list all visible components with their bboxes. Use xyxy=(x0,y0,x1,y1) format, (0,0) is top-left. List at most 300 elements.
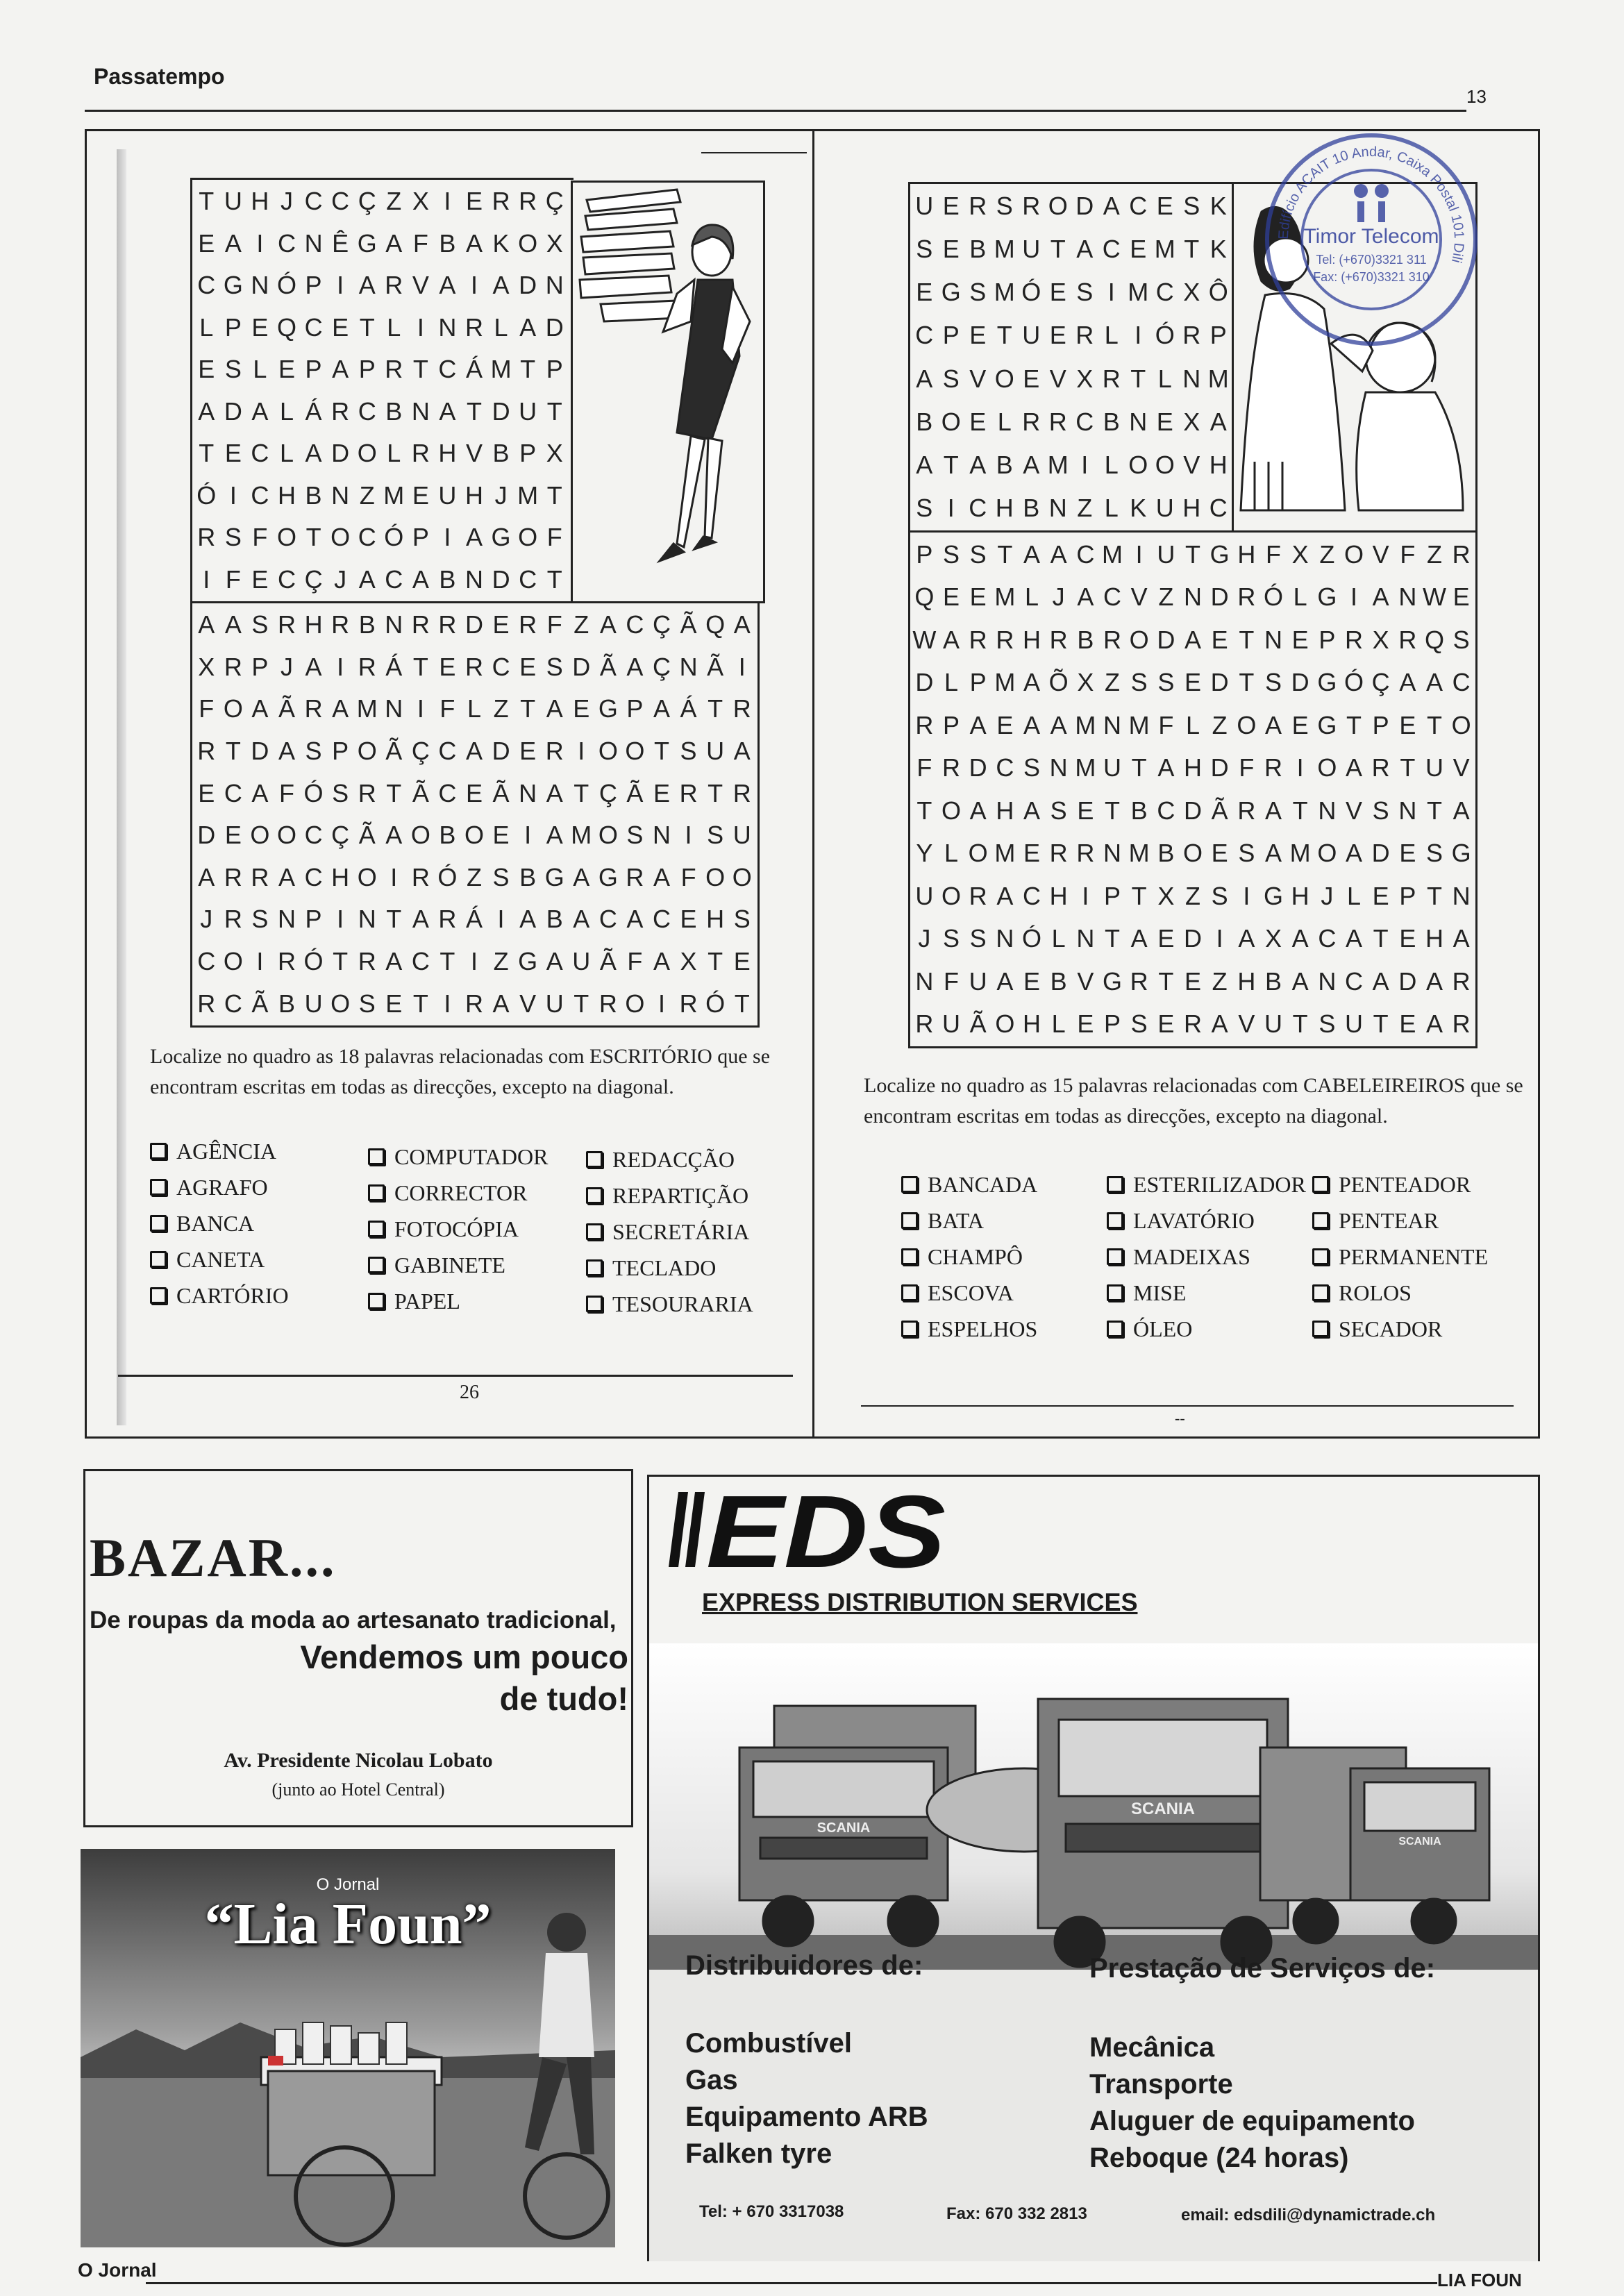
bazar-line1: De roupas da moda ao artesanato tradicional, xyxy=(90,1607,617,1634)
grid-letter: R xyxy=(1076,839,1095,868)
grid-letter: U xyxy=(1022,235,1041,264)
grid-letter: T xyxy=(386,905,402,934)
word-checkbox[interactable] xyxy=(586,1259,603,1276)
grid-letter: A xyxy=(198,610,215,639)
eds-trucks-photo-wrap xyxy=(649,1643,1538,1970)
grid-letter: R xyxy=(464,312,483,342)
word-checkbox[interactable] xyxy=(368,1148,385,1165)
grid-letter: O xyxy=(941,796,961,825)
word-checkbox[interactable] xyxy=(1312,1321,1329,1337)
grid-letter: U xyxy=(438,480,457,510)
grid-letter: R xyxy=(679,989,698,1018)
grid-letter: R xyxy=(1398,625,1417,654)
grid-letter: S xyxy=(626,821,644,850)
grid-letter: Ó xyxy=(196,480,217,510)
word-checkbox[interactable] xyxy=(1312,1284,1329,1301)
grid-letter: D xyxy=(224,396,242,426)
grid-letter: S xyxy=(1050,796,1067,825)
puzzle-right-wordlist-col3 xyxy=(1312,1166,1488,1347)
grid-letter: A xyxy=(1023,796,1040,825)
grid-letter: R xyxy=(411,862,430,891)
grid-letter: S xyxy=(1130,668,1148,697)
word-checkbox[interactable] xyxy=(901,1176,918,1193)
grid-letter: L xyxy=(1024,583,1039,612)
eds-col2-title: Prestação de Serviços de: xyxy=(1089,1953,1436,1984)
grid-letter: S xyxy=(733,905,751,934)
grid-letter: M xyxy=(571,821,592,850)
grid-letter: R xyxy=(969,192,987,221)
grid-letter: F xyxy=(546,523,562,552)
grid-letter: U xyxy=(941,1009,960,1039)
grid-letter: G xyxy=(1317,710,1337,739)
grid-letter: X xyxy=(1264,924,1282,953)
grid-letter: F xyxy=(278,778,294,807)
grid-letter: O xyxy=(941,881,961,910)
grid-letter: O xyxy=(330,523,351,552)
grid-letter: X xyxy=(1183,278,1200,307)
grid-letter: A xyxy=(492,989,510,1018)
grid-letter: S xyxy=(1319,1009,1336,1039)
grid-letter: A xyxy=(1184,625,1201,654)
grid-letter: C xyxy=(304,187,323,216)
lia-foun-kicker: O Jornal xyxy=(316,1875,380,1894)
word-checkbox[interactable] xyxy=(1312,1176,1329,1193)
grid-letter: T xyxy=(546,564,562,594)
word-checkbox[interactable] xyxy=(586,1296,603,1312)
grid-letter: E xyxy=(1023,364,1040,393)
grid-letter: Z xyxy=(359,480,375,510)
word-checkbox[interactable] xyxy=(368,1221,385,1237)
grid-letter: C xyxy=(331,187,350,216)
grid-letter: O xyxy=(410,821,430,850)
word-checkbox[interactable] xyxy=(901,1212,918,1229)
word-item xyxy=(368,1211,548,1247)
word-item xyxy=(1312,1203,1488,1239)
grid-letter: O xyxy=(625,989,645,1018)
grid-letter: M xyxy=(383,480,405,510)
grid-letter: M xyxy=(1101,539,1123,569)
grid-letter: E xyxy=(251,564,269,594)
word-checkbox[interactable] xyxy=(586,1223,603,1240)
grid-letter: R xyxy=(1371,753,1390,782)
grid-letter: Ç xyxy=(598,778,617,807)
grid-letter: C xyxy=(915,321,934,350)
grid-letter: I xyxy=(444,989,451,1018)
eds-col1-list xyxy=(685,2025,928,2172)
grid-letter: T xyxy=(520,694,536,723)
grid-letter: N xyxy=(277,905,296,934)
grid-letter: R xyxy=(331,610,350,639)
grid-letter: P xyxy=(546,355,563,384)
grid-letter: O xyxy=(995,1009,1015,1039)
word-label: SECADOR xyxy=(1339,1316,1443,1341)
word-checkbox[interactable] xyxy=(150,1287,167,1304)
grid-letter: Ç xyxy=(358,187,376,216)
grid-letter: Ó xyxy=(1155,321,1175,350)
grid-letter: D xyxy=(1075,192,1094,221)
word-checkbox[interactable] xyxy=(150,1251,167,1268)
grid-letter: U xyxy=(1157,539,1175,569)
grid-letter: C xyxy=(1102,235,1121,264)
grid-letter: G xyxy=(544,862,564,891)
grid-letter: A xyxy=(198,396,215,426)
grid-letter: O xyxy=(330,989,351,1018)
grid-letter: K xyxy=(1130,493,1147,522)
grid-letter: A xyxy=(358,271,376,300)
word-checkbox[interactable] xyxy=(1107,1212,1123,1229)
grid-letter: X xyxy=(1077,668,1094,697)
grid-letter: R xyxy=(358,652,376,681)
grid-letter: M xyxy=(994,839,1016,868)
footer-rule xyxy=(146,2282,1437,2284)
grid-letter: R xyxy=(626,862,644,891)
grid-letter: S xyxy=(1238,839,1255,868)
grid-letter: H xyxy=(1022,625,1041,654)
grid-letter: H xyxy=(251,187,269,216)
grid-letter: D xyxy=(915,668,934,697)
grid-letter: I xyxy=(1296,753,1304,782)
word-checkbox[interactable] xyxy=(901,1284,918,1301)
grid-letter: L xyxy=(199,312,214,342)
word-item xyxy=(1312,1311,1488,1347)
grid-letter: N xyxy=(1103,839,1121,868)
grid-letter: H xyxy=(706,905,725,934)
grid-letter: I xyxy=(390,862,398,891)
grid-letter: S xyxy=(1076,278,1094,307)
grid-letter: C xyxy=(224,778,242,807)
grid-letter: Ã xyxy=(278,694,295,723)
grid-letter: G xyxy=(1102,966,1122,996)
word-item xyxy=(901,1166,1037,1203)
grid-letter: M xyxy=(1207,364,1229,393)
grid-letter: T xyxy=(412,989,428,1018)
grid-letter: A xyxy=(1453,924,1470,953)
grid-letter: C xyxy=(652,905,671,934)
word-label: PERMANENTE xyxy=(1339,1244,1489,1269)
grid-letter: T xyxy=(1184,235,1200,264)
grid-letter: C xyxy=(251,480,269,510)
grid-letter: U xyxy=(224,187,242,216)
grid-letter: S xyxy=(492,862,510,891)
word-item xyxy=(586,1178,753,1214)
word-item xyxy=(901,1203,1037,1239)
grid-letter: G xyxy=(1317,668,1337,697)
grid-letter: S xyxy=(251,610,269,639)
eds-tagline: EXPRESS DISTRIBUTION SERVICES xyxy=(702,1588,1138,1616)
grid-letter: A xyxy=(546,694,563,723)
grid-letter: U xyxy=(1155,493,1174,522)
grid-letter: P xyxy=(519,439,537,468)
grid-letter: A xyxy=(1453,796,1470,825)
eds-logo-text: EDS xyxy=(706,1485,946,1574)
word-item xyxy=(901,1311,1037,1347)
word-checkbox[interactable] xyxy=(1312,1212,1329,1229)
word-label: LAVATÓRIO xyxy=(1133,1208,1255,1233)
grid-letter: U xyxy=(545,989,564,1018)
grid-letter: D xyxy=(197,821,216,850)
grid-letter: M xyxy=(1075,753,1096,782)
grid-letter: T xyxy=(1373,924,1389,953)
footer-right: LIA FOUN xyxy=(1437,2270,1522,2290)
company-stamp xyxy=(1257,125,1486,354)
grid-letter: A xyxy=(1345,753,1362,782)
grid-letter: I xyxy=(1216,924,1223,953)
grid-letter: D xyxy=(1371,839,1390,868)
truck2-badge: SCANIA xyxy=(1130,1800,1196,1818)
grid-letter: R xyxy=(411,439,430,468)
grid-letter: C xyxy=(438,778,457,807)
office-woman-illustration-box xyxy=(571,181,765,603)
grid-letter: U xyxy=(572,947,591,976)
grid-letter: H xyxy=(1291,881,1309,910)
grid-letter: F xyxy=(440,694,455,723)
grid-letter: R xyxy=(385,271,403,300)
grid-letter: O xyxy=(598,737,618,766)
grid-letter: A xyxy=(942,625,960,654)
grid-letter: I xyxy=(685,821,692,850)
grid-letter: S xyxy=(332,778,349,807)
grid-letter: M xyxy=(490,355,512,384)
word-checkbox[interactable] xyxy=(150,1143,167,1159)
grid-letter: R xyxy=(1075,321,1094,350)
grid-letter: E xyxy=(1077,1009,1094,1039)
grid-letter: E xyxy=(573,694,590,723)
grid-letter: A xyxy=(1023,450,1040,479)
grid-letter: C xyxy=(1076,539,1095,569)
grid-letter: N xyxy=(1318,966,1337,996)
grid-letter: O xyxy=(705,862,726,891)
grid-letter: C xyxy=(519,564,537,594)
grid-letter: N xyxy=(1048,493,1067,522)
grid-letter: T xyxy=(412,652,428,681)
word-item xyxy=(150,1205,289,1241)
grid-letter: A xyxy=(1425,966,1443,996)
grid-letter: S xyxy=(1211,881,1228,910)
office-woman-illustration xyxy=(573,183,763,601)
grid-letter: C xyxy=(969,493,987,522)
grid-letter: V xyxy=(1345,796,1362,825)
grid-letter: H xyxy=(1425,924,1443,953)
word-checkbox[interactable] xyxy=(1107,1176,1123,1193)
grid-letter: A xyxy=(278,862,295,891)
grid-letter: M xyxy=(1128,278,1149,307)
grid-letter: E xyxy=(251,312,269,342)
grid-letter: S xyxy=(942,924,960,953)
grid-letter: F xyxy=(680,862,696,891)
grid-letter: N xyxy=(1103,710,1121,739)
grid-letter: N xyxy=(1318,796,1337,825)
puzzle-right-bottom-rule xyxy=(861,1405,1514,1407)
grid-letter: T xyxy=(359,312,375,342)
grid-letter: C xyxy=(385,564,403,594)
grid-letter: A xyxy=(599,610,617,639)
grid-letter: E xyxy=(412,480,429,510)
grid-letter: E xyxy=(1023,966,1040,996)
grid-letter: I xyxy=(337,271,344,300)
bazar-address: Av. Presidente Nicolau Lobato xyxy=(224,1749,493,1772)
grid-letter: S xyxy=(916,493,933,522)
grid-letter: O xyxy=(464,821,484,850)
grid-letter: Ô xyxy=(1208,278,1228,307)
flag-icon xyxy=(268,2056,283,2065)
grid-letter: A xyxy=(412,564,429,594)
grid-letter: O xyxy=(598,821,618,850)
grid-letter: I xyxy=(337,905,344,934)
word-checkbox[interactable] xyxy=(1107,1248,1123,1265)
grid-letter: E xyxy=(1211,625,1228,654)
grid-letter: I xyxy=(1135,321,1142,350)
word-label: BANCADA xyxy=(928,1172,1038,1197)
word-checkbox[interactable] xyxy=(368,1293,385,1309)
grid-letter: Z xyxy=(1212,966,1228,996)
grid-letter: U xyxy=(1022,321,1041,350)
grid-letter: I xyxy=(417,694,424,723)
word-checkbox[interactable] xyxy=(368,1257,385,1273)
grid-letter: A xyxy=(412,905,429,934)
grid-letter: Ã xyxy=(251,989,269,1018)
bazar-title: BAZAR... xyxy=(90,1527,337,1588)
grid-letter: T xyxy=(708,778,723,807)
grid-letter: Á xyxy=(305,396,322,426)
grid-letter: Y xyxy=(916,839,933,868)
grid-letter: A xyxy=(332,694,349,723)
grid-letter: X xyxy=(1076,364,1094,393)
grid-letter: O xyxy=(1155,450,1175,479)
grid-letter: A xyxy=(969,710,987,739)
grid-letter: L xyxy=(1346,881,1361,910)
grid-letter: C xyxy=(1075,407,1094,436)
bazar-ad xyxy=(83,1469,633,1827)
grid-letter: I xyxy=(203,564,210,594)
grid-letter: N xyxy=(385,610,403,639)
grid-letter: E xyxy=(332,312,349,342)
word-checkbox[interactable] xyxy=(1312,1248,1329,1265)
grid-letter: R xyxy=(1452,966,1471,996)
grid-letter: L xyxy=(1157,364,1172,393)
grid-letter: B xyxy=(1130,796,1148,825)
grid-letter: E xyxy=(1077,796,1094,825)
word-checkbox[interactable] xyxy=(368,1184,385,1201)
truck3-badge: SCANIA xyxy=(1398,1836,1441,1847)
puzzle-right-page-mark: -- xyxy=(1175,1409,1185,1427)
grid-letter: E xyxy=(969,583,987,612)
grid-letter: A xyxy=(653,862,670,891)
grid-letter: C xyxy=(224,989,242,1018)
word-checkbox[interactable] xyxy=(1107,1284,1123,1301)
grid-letter: A xyxy=(1399,668,1416,697)
grid-letter: Ã xyxy=(358,821,376,850)
grid-letter: L xyxy=(1293,583,1307,612)
grid-letter: B xyxy=(1023,493,1040,522)
grid-letter: U xyxy=(1103,753,1121,782)
grid-letter: U xyxy=(733,821,751,850)
grid-letter: E xyxy=(492,821,510,850)
word-label: ESCOVA xyxy=(928,1280,1014,1305)
grid-letter: Á xyxy=(465,905,483,934)
grid-letter: R xyxy=(1237,796,1256,825)
word-checkbox[interactable] xyxy=(901,1248,918,1265)
word-checkbox[interactable] xyxy=(1107,1321,1123,1337)
grid-letter: M xyxy=(1289,839,1311,868)
grid-letter: O xyxy=(223,947,243,976)
eds-list-item: Combustível xyxy=(685,2028,853,2059)
grid-letter: M xyxy=(1128,839,1150,868)
eds-list-item: Aluguer de equipamento xyxy=(1089,2106,1415,2136)
word-checkbox[interactable] xyxy=(901,1321,918,1337)
grid-letter: G xyxy=(1451,839,1471,868)
grid-letter: J xyxy=(200,905,213,934)
grid-letter: T xyxy=(943,450,959,479)
stamp-phone: Tel: (+670)3321 311 xyxy=(1316,253,1427,267)
grid-letter: C xyxy=(438,737,457,766)
grid-letter: D xyxy=(519,271,537,300)
word-checkbox[interactable] xyxy=(150,1179,167,1196)
word-label: MISE xyxy=(1133,1280,1187,1305)
grid-letter: L xyxy=(1051,924,1066,953)
grid-letter: S xyxy=(969,539,987,569)
grid-letter: B xyxy=(358,610,376,639)
eds-fax: Fax: 670 332 2813 xyxy=(946,2204,1087,2223)
grid-letter: A xyxy=(916,450,933,479)
grid-letter: I xyxy=(337,652,344,681)
eds-logo-mark xyxy=(664,1485,956,1574)
grid-letter: D xyxy=(492,564,510,594)
grid-letter: E xyxy=(1399,839,1416,868)
grid-letter: S xyxy=(1372,796,1389,825)
grid-letter: H xyxy=(996,796,1014,825)
grid-letter: Ó xyxy=(384,523,404,552)
grid-letter: T xyxy=(574,778,589,807)
grid-letter: C xyxy=(277,564,296,594)
grid-letter: Ó xyxy=(1343,668,1364,697)
word-label: CARTÓRIO xyxy=(176,1283,289,1308)
eds-list-item: Mecânica xyxy=(1089,2032,1215,2063)
grid-letter: R xyxy=(358,778,376,807)
grid-letter: U xyxy=(706,737,725,766)
grid-letter: O xyxy=(625,737,645,766)
grid-letter: R xyxy=(464,989,483,1018)
grid-letter: H xyxy=(1183,753,1202,782)
grid-letter: L xyxy=(944,668,958,697)
grid-letter: A xyxy=(1023,539,1040,569)
grid-letter: P xyxy=(942,710,960,739)
grid-letter: B xyxy=(439,821,456,850)
grid-letter: F xyxy=(916,753,932,782)
grid-letter: R xyxy=(1049,625,1068,654)
word-checkbox[interactable] xyxy=(586,1187,603,1204)
puzzle-left-page-number: 26 xyxy=(460,1382,479,1403)
grid-letter: I xyxy=(1082,881,1089,910)
word-checkbox[interactable] xyxy=(150,1215,167,1232)
grid-letter: V xyxy=(1130,583,1148,612)
grid-letter: O xyxy=(1129,625,1149,654)
grid-letter: T xyxy=(708,947,723,976)
grid-letter: T xyxy=(734,989,750,1018)
grid-letter: P xyxy=(1103,881,1121,910)
grid-letter: R xyxy=(1102,364,1121,393)
grid-letter: G xyxy=(598,862,618,891)
word-item xyxy=(150,1169,289,1205)
grid-letter: C xyxy=(1157,796,1175,825)
word-checkbox[interactable] xyxy=(586,1151,603,1168)
grid-letter: V xyxy=(519,989,537,1018)
grid-letter: A xyxy=(1209,407,1227,436)
grid-letter: L xyxy=(1104,450,1119,479)
grid-letter: O xyxy=(250,821,270,850)
grid-letter: E xyxy=(492,610,510,639)
grid-letter: E xyxy=(1184,966,1201,996)
grid-letter: Á xyxy=(680,694,697,723)
